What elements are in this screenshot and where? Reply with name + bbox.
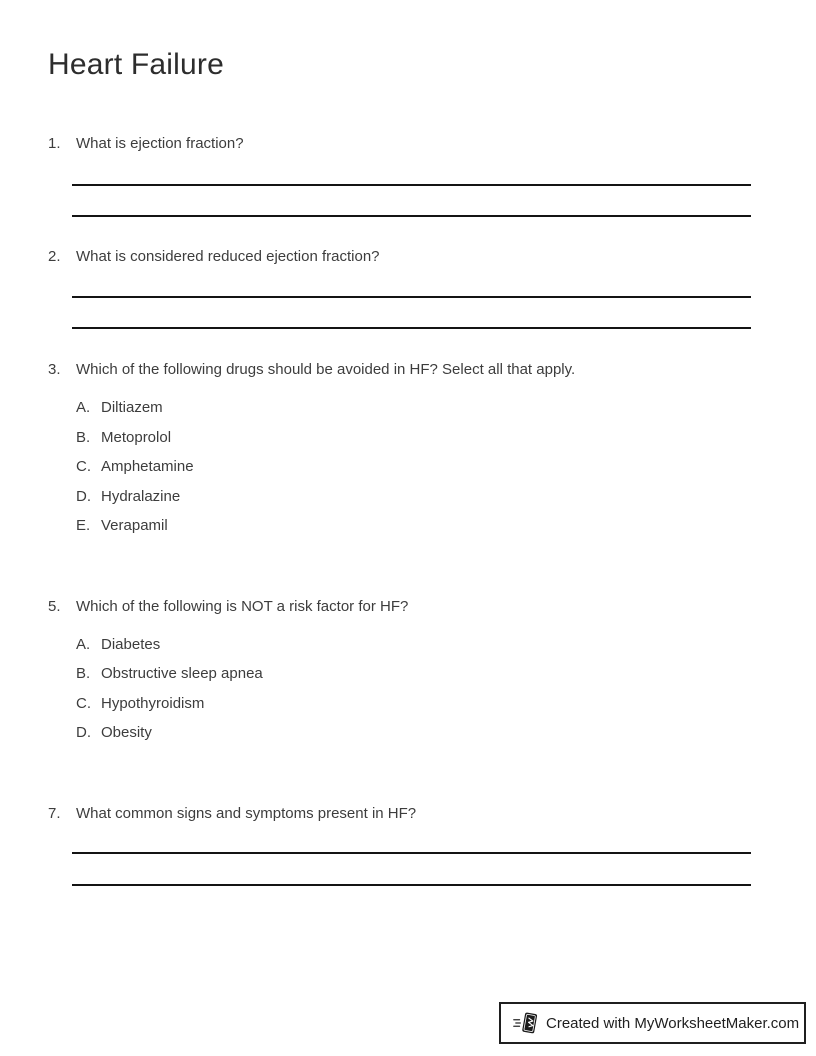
question-3-option-a [76,397,163,419]
option-letter: B. [76,665,91,682]
worksheet-maker-badge[interactable] [499,1002,806,1044]
option-letter: B. [76,429,91,446]
question-5 [48,596,752,618]
question-5-option-a [76,634,160,656]
option-letter: D. [76,724,91,741]
question-5-number: 5. [48,598,61,615]
option-letter: A. [76,399,91,416]
option-label: Diabetes [101,636,161,653]
question-5-option-d [76,722,152,744]
option-label: Hydralazine [101,488,181,505]
question-3-text: Which of the following drugs should be avoided in HF? Select all that apply. [76,361,576,378]
question-3-option-d [76,486,180,508]
answer-line [72,184,751,186]
question-2-number: 2. [48,248,61,265]
question-5-option-b [76,663,263,685]
option-letter: D. [76,488,91,505]
question-3-option-e [76,515,168,537]
option-label: Verapamil [101,517,168,534]
option-letter: C. [76,695,91,712]
question-3-option-b [76,427,171,449]
question-7 [48,803,752,825]
option-label: Obstructive sleep apnea [101,665,263,682]
question-5-text: Which of the following is NOT a risk factor for HF? [76,598,409,615]
question-2 [48,246,752,268]
question-3 [48,359,752,381]
answer-line [72,884,751,886]
option-letter: C. [76,458,91,475]
answer-line [72,327,751,329]
question-3-number: 3. [48,361,61,378]
option-label: Obesity [101,724,152,741]
question-1 [48,133,752,155]
option-letter: A. [76,636,91,653]
option-label: Metoprolol [101,429,172,446]
question-2-text: What is considered reduced ejection fraction? [76,248,380,265]
answer-line [72,296,751,298]
answer-line [72,852,751,854]
option-label: Hypothyroidism [101,695,205,712]
option-label: Amphetamine [101,458,194,475]
option-label: Diltiazem [101,399,163,416]
option-letter: E. [76,517,91,534]
myworksheetmaker-logo-icon [513,1008,539,1038]
answer-line [72,215,751,217]
question-5-option-c [76,693,204,715]
question-1-number: 1. [48,135,61,152]
question-3-option-c [76,456,194,478]
question-7-text: What common signs and symptoms present in HF? [76,805,417,822]
question-1-text: What is ejection fraction? [76,135,244,152]
question-7-number: 7. [48,805,61,822]
badge-text: Created with MyWorksheetMaker.com [546,1014,800,1032]
page-title: Heart Failure [48,48,224,81]
